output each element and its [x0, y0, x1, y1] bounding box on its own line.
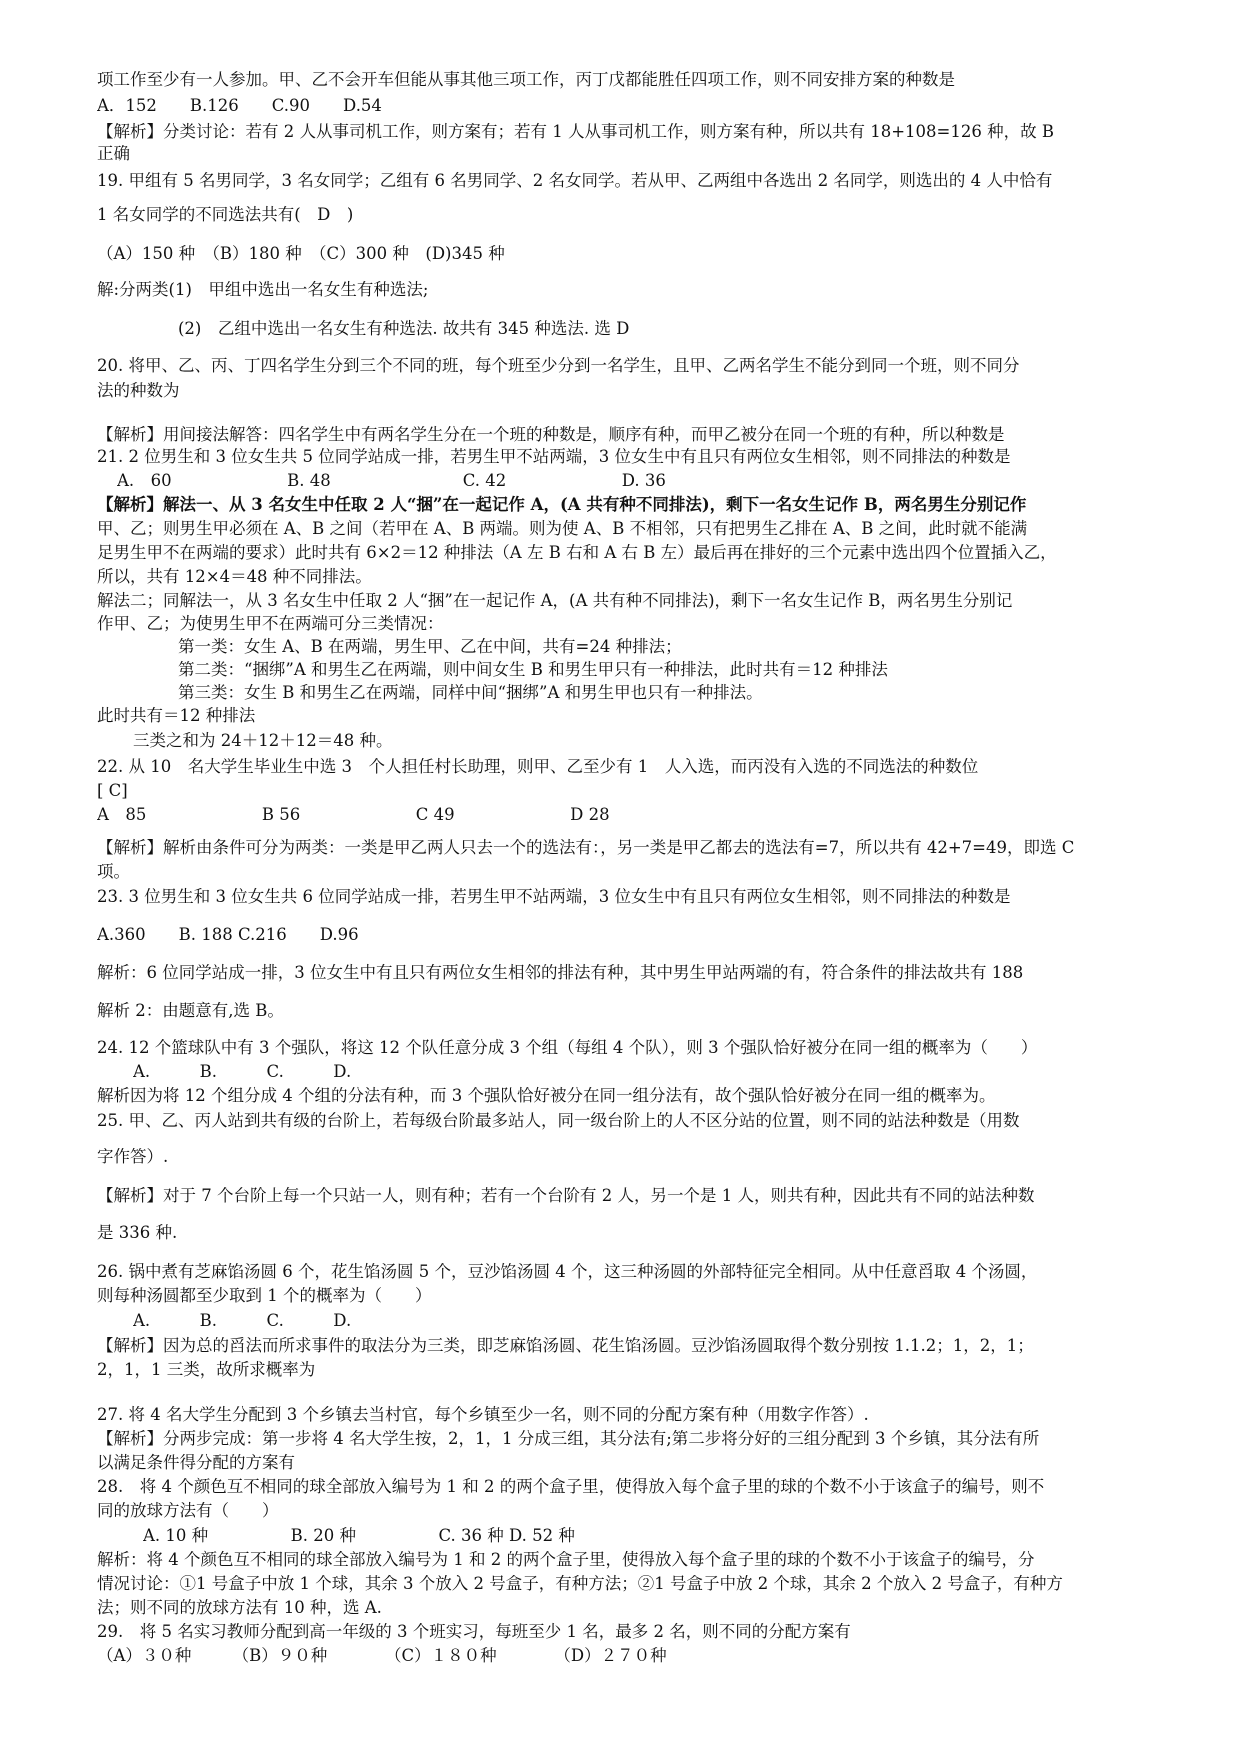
solution-line: 解析因为将 12 个组分成 4 个组的分法有种，而 3 个强队恰好被分在同一组分法有，故个强队恰好被分在同一组的概率为。: [97, 1086, 996, 1105]
analysis-line: 【解析】对于 7 个台阶上每一个只站一人，则有种；若有一个台阶有 2 人，另一个是 1 人，则共有种，因此共有不同的站法种数: [97, 1186, 1035, 1205]
question-21: 21. 2 位男生和 3 位女生共 5 位同学站成一排，若男生甲不站两端，3 位女生中有且只有两位女生相邻，则不同排法的种数是: [97, 447, 1011, 466]
solution-method-2: 解法二；同解法一，从 3 名女生中任取 2 人“捆”在一起记作 A，(A 共有种不同排法)，剩下一名女生记作 B，两名男生分别记: [97, 591, 1013, 610]
analysis-line: 【解析】解析由条件可分为两类：一类是甲乙两人只去一个的选法有：，另一类是甲乙都去的选法有=7，所以共有 42+7=49，即选 C: [97, 838, 1075, 857]
question-29: 29. 将 5 名实习教师分配到高一年级的 3 个班实习，每班至少 1 名，最多 2 名，则不同的分配方案有: [97, 1622, 851, 1641]
solution-line: (2) 乙组中选出一名女生有种选法. 故共有 345 种选法. 选 D: [178, 319, 630, 338]
answer-options: A. 10 种 B. 20 种 C. 36 种 D. 52 种: [143, 1526, 575, 1545]
question-25: 25. 甲、乙、丙人站到共有级的台阶上，若每级台阶最多站人，同一级台阶上的人不区分站的位置，则不同的站法种数是（用数: [97, 1111, 1020, 1130]
text-line: 正确: [97, 144, 130, 163]
question-27: 27. 将 4 名大学生分配到 3 个乡镇去当村官，每个乡镇至少一名，则不同的分配方案有种（用数字作答）.: [97, 1405, 869, 1424]
case-line: 第三类：女生 B 和男生乙在两端，同样中间“捆绑”A 和男生甲也只有一种排法。: [178, 683, 763, 702]
question-22: 22. 从 10 名大学生毕业生中选 3 个人担任村长助理，则甲、乙至少有 1 人入选，而丙没有入选的不同选法的种数位: [97, 757, 979, 776]
text-line: 字作答）.: [97, 1147, 169, 1166]
solution-line: 解析：将 4 个颜色互不相同的球全部放入编号为 1 和 2 的两个盒子里，使得放入每个盒子里的球的个数不小于该盒子的编号，分: [97, 1550, 1035, 1569]
text-line: 三类之和为 24＋12＋12＝48 种。: [133, 731, 393, 750]
question-28: 28. 将 4 个颜色互不相同的球全部放入编号为 1 和 2 的两个盒子里，使得放入每个盒子里的球的个数不小于该盒子的编号，则不: [97, 1477, 1045, 1496]
text-line: 2，1，1 三类，故所求概率为: [97, 1360, 316, 1379]
analysis-line: 【解析】用间接法解答：四名学生中有两名学生分在一个班的种数是，顺序有种，而甲乙被分在同一个班的有种，所以种数是: [97, 425, 1005, 444]
solution-line: 解析：6 位同学站成一排，3 位女生中有且只有两位女生相邻的排法有种，其中男生甲站两端的有，符合条件的排法故共有 188: [97, 963, 1024, 982]
text-line: 作甲、乙；为使男生甲不在两端可分三类情况：: [97, 614, 444, 633]
text-line: 以满足条件得分配的方案有: [97, 1453, 295, 1472]
answer-options: A 85 B 56 C 49 D 28: [97, 805, 610, 824]
answer-options: A. 60 B. 48 C. 42 D. 36: [117, 471, 666, 490]
analysis-line: 【解析】分两步完成：第一步将 4 名大学生按，2，1，1 分成三组，其分法有;第二步将分好的三组分配到 3 个乡镇，其分法有所: [97, 1429, 1040, 1448]
text-line: 项工作至少有一人参加。甲、乙不会开车但能从事其他三项工作，丙丁戊都能胜任四项工作，则不同安排方案的种数是: [97, 70, 955, 89]
text-line: 1 名女同学的不同选法共有( D ): [97, 205, 354, 224]
answer-options: A. B. C. D.: [133, 1311, 352, 1330]
question-26: 26. 锅中煮有芝麻馅汤圆 6 个，花生馅汤圆 5 个，豆沙馅汤圆 4 个，这三种汤圆的外部特征完全相同。从中任意舀取 4 个汤圆，: [97, 1262, 1038, 1281]
text-line: 同的放球方法有（ ）: [97, 1501, 279, 1520]
solution-line: 解析 2：由题意有,选 B。: [97, 1001, 284, 1020]
analysis-line: 【解析】因为总的舀法而所求事件的取法分为三类，即芝麻馅汤圆、花生馅汤圆。豆沙馅汤圆取得个数分别按 1.1.2；1，2，1；: [97, 1336, 1034, 1355]
text-line: 法；则不同的放球方法有 10 种，选 A.: [97, 1598, 382, 1617]
answer-options: （A）３０种 （B）９０种 （C）１８０种 （D）２７０种: [97, 1646, 667, 1665]
analysis-line: 【解析】分类讨论：若有 2 人从事司机工作，则方案有；若有 1 人从事司机工作，则方案有种，所以共有 18+108=126 种，故 B: [97, 122, 1054, 141]
text-line: 甲、乙；则男生甲必须在 A、B 之间（若甲在 A、B 两端。则为使 A、B 不相邻，只有把男生乙排在 A、B 之间，此时就不能满: [97, 519, 1028, 538]
text-line: 项。: [97, 862, 130, 881]
answer-options: A. B. C. D.: [133, 1062, 352, 1081]
case-line: 第一类：女生 A、B 在两端，男生甲、乙在中间，共有=24 种排法；: [178, 637, 682, 656]
text-line: 所以，共有 12×4＝48 种不同排法。: [97, 567, 372, 586]
text-line: 法的种数为: [97, 381, 180, 400]
text-line: 是 336 种.: [97, 1223, 178, 1242]
solution-line: 解:分两类(1) 甲组中选出一名女生有种选法;: [97, 280, 429, 299]
text-line: 此时共有＝12 种排法: [97, 706, 256, 725]
question-19: 19. 甲组有 5 名男同学，3 名女同学；乙组有 6 名男同学、2 名女同学。若从甲、乙两组中各选出 2 名同学，则选出的 4 人中恰有: [97, 171, 1053, 190]
text-line: 则每种汤圆都至少取到 1 个的概率为（ ）: [97, 1286, 432, 1305]
text-line: [ C]: [97, 781, 128, 800]
text-line: 足男生甲不在两端的要求）此时共有 6×2＝12 种排法（A 左 B 右和 A 右 B 左）最后再在排好的三个元素中选出四个位置插入乙，: [97, 543, 1057, 562]
answer-options: A．152 B.126 C.90 D.54: [97, 96, 382, 115]
text-line: 情况讨论：①1 号盒子中放 1 个球，其余 3 个放入 2 号盒子，有种方法；②1 号盒子中放 2 个球，其余 2 个放入 2 号盒子，有种方: [97, 1574, 1063, 1593]
question-23: 23. 3 位男生和 3 位女生共 6 位同学站成一排，若男生甲不站两端，3 位女生中有且只有两位女生相邻，则不同排法的种数是: [97, 887, 1011, 906]
question-24: 24. 12 个篮球队中有 3 个强队，将这 12 个队任意分成 3 个组（每组 4 个队），则 3 个强队恰好被分在同一组的概率为（ ）: [97, 1038, 1038, 1057]
answer-options: A.360 B. 188 C.216 D.96: [97, 925, 359, 944]
analysis-line: 【解析】解法一、从 3 名女生中任取 2 人“捆”在一起记作 A，(A 共有种不同排法)，剩下一名女生记作 B，两名男生分别记作: [97, 495, 1027, 514]
answer-options: （A）150 种 （B）180 种 （C）300 种 (D)345 种: [97, 244, 505, 263]
question-20: 20. 将甲、乙、丙、丁四名学生分到三个不同的班，每个班至少分到一名学生，且甲、乙两名学生不能分到同一个班，则不同分: [97, 356, 1020, 375]
case-line: 第二类：“捆绑”A 和男生乙在两端，则中间女生 B 和男生甲只有一种排法，此时共有＝12 种排法: [178, 660, 888, 679]
